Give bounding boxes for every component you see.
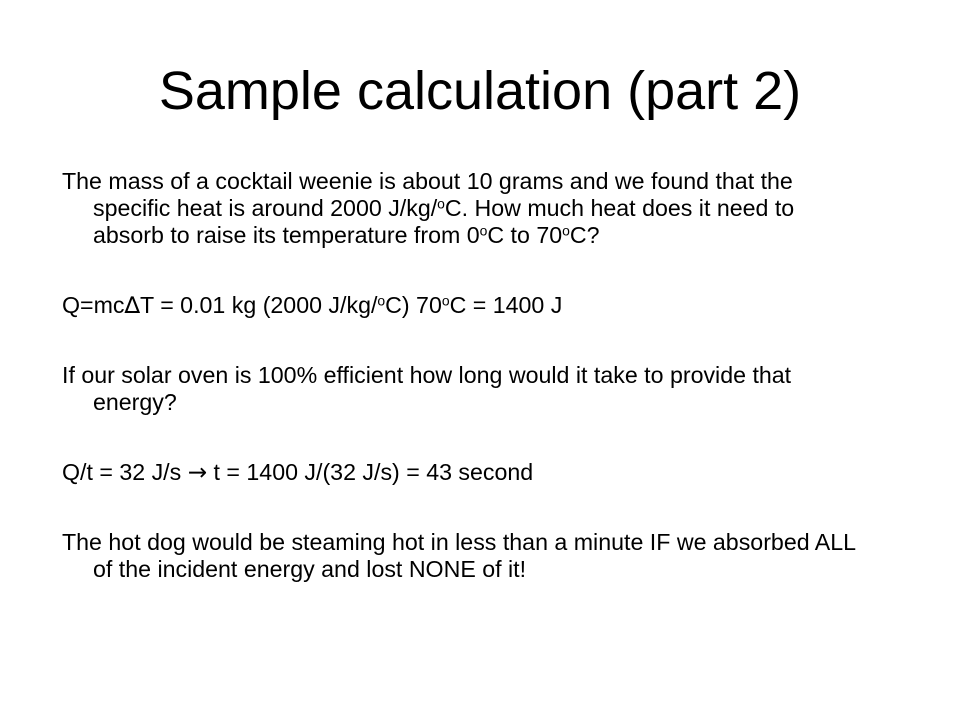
problem-text-part-2: C. How much heat does it need to absorb to raise its temperature from 0: [93, 195, 795, 248]
delta-symbol: ∆: [124, 292, 141, 319]
right-arrow-icon: →: [187, 459, 208, 486]
problem-text-part-4: C?: [569, 222, 600, 248]
slide-body: [62, 168, 862, 583]
degree-superscript: o: [377, 292, 386, 309]
equation-part-1: Q=mc: [62, 292, 125, 318]
paragraph-efficiency-question: If our solar oven is 100% efficient how long would it take to provide that energy?: [62, 362, 792, 415]
time-calc-part-2: t = 1400 J/(32 J/s) = 43 second: [207, 459, 534, 485]
equation-part-4: C = 1400 J: [449, 292, 563, 318]
equation-part-3: C) 70: [385, 292, 442, 318]
paragraph-problem-statement: [62, 168, 862, 249]
problem-text-part-1: The mass of a cocktail weenie is about 10 grams and we found that the specific heat is around 2000 J/kg/: [62, 168, 793, 221]
degree-superscript: o: [479, 222, 488, 239]
time-calc-part-1: Q/t = 32 J/s: [62, 459, 188, 485]
degree-superscript: o: [562, 222, 570, 239]
paragraph-time-calculation: [62, 459, 862, 486]
equation-part-2: T = 0.01 kg (2000 J/kg/: [140, 292, 378, 318]
degree-superscript: o: [437, 195, 445, 212]
paragraph-heat-equation: [62, 292, 862, 319]
paragraph-conclusion: The hot dog would be steaming hot in less than a minute IF we absorbed ALL of the incident energy and lost NONE of it!: [62, 529, 856, 582]
slide-title: Sample calculation (part 2): [158, 61, 802, 121]
degree-superscript: o: [441, 292, 450, 309]
problem-text-part-3: C to 70: [487, 222, 563, 248]
